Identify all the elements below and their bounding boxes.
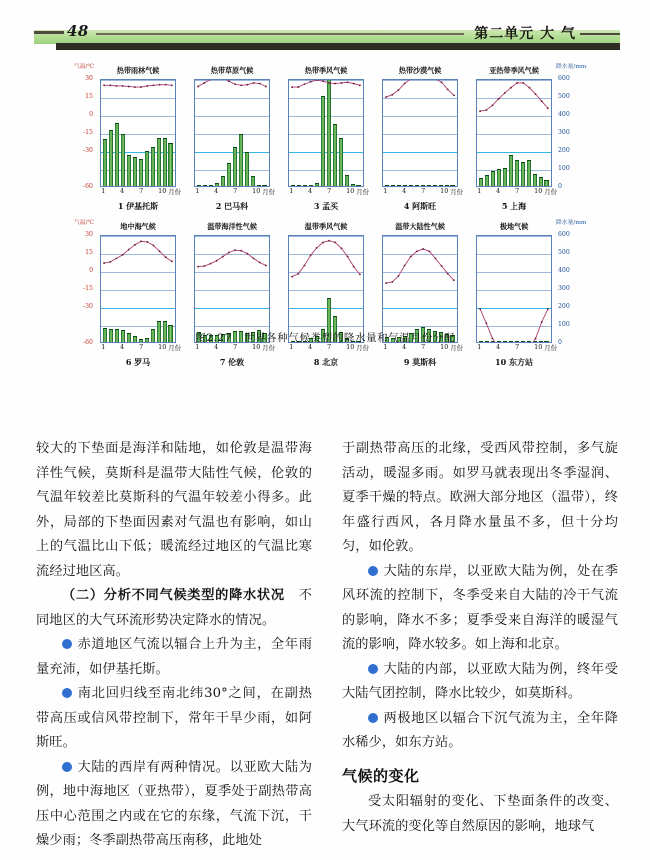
climograph-city-label: 7 伦敦: [219, 357, 245, 367]
climograph-7: [190, 222, 274, 380]
climograph-title: 热带沙漠气候: [398, 66, 442, 75]
climograph-title: 温带大陆性气候: [395, 222, 445, 231]
plot-area: [382, 235, 458, 343]
climograph-title: 极地气候: [499, 222, 529, 231]
body-text: [36, 437, 618, 857]
plot-area: [194, 79, 270, 187]
bullet-dot-icon: [62, 762, 72, 772]
temperature-tick: 0: [89, 111, 93, 118]
precipitation-tick: 600: [558, 231, 570, 238]
temperature-tick: -30: [83, 147, 93, 154]
precipitation-tick: 400: [558, 267, 570, 274]
header-right-rule: [580, 33, 620, 35]
month-tick: 1: [195, 187, 200, 195]
paragraph-text: 大陆的内部，以亚欧大陆为例，终年受大陆气团控制，降水比较少，如莫斯科。: [342, 661, 618, 701]
plot-area: [194, 235, 270, 343]
month-tick: 10: [158, 187, 167, 195]
precipitation-tick: 400: [558, 111, 570, 118]
bullet-dot-icon: [368, 713, 378, 723]
climograph-city-label: 2 巴马科: [215, 201, 249, 211]
climograph-city-label: 5 上海: [501, 201, 527, 211]
month-tick: 10: [252, 187, 261, 195]
climograph-city-label: 1 伊基托斯: [117, 201, 159, 211]
month-tick: 1: [195, 343, 200, 351]
month-tick: 7: [327, 187, 332, 195]
temperature-tick: 15: [85, 93, 93, 100]
climograph-6: [73, 220, 181, 380]
paragraph-text: 两极地区以辐合下沉气流为主，全年降水稀少，如东方站。: [342, 710, 618, 750]
temperature-axis-unit: 气温/℃: [73, 64, 94, 70]
figure-caption: [0, 330, 650, 345]
month-axis-unit: 月份: [262, 188, 275, 196]
month-tick: 4: [214, 343, 219, 351]
month-tick: 4: [308, 187, 313, 195]
precipitation-tick: 100: [558, 165, 570, 172]
climograph-city-label: 8 北京: [313, 357, 339, 367]
month-tick: 1: [477, 343, 482, 351]
month-tick: 10: [158, 343, 167, 351]
month-tick: 10: [534, 187, 543, 195]
precipitation-tick: 500: [558, 249, 570, 256]
precipitation-tick: 0: [558, 183, 562, 190]
month-axis-unit: 月份: [356, 344, 369, 352]
temperature-line: [383, 80, 457, 186]
paragraph-text: 受太阳辐射的变化、下垫面条件的改变、大气环流的变化等自然原因的影响，地球气: [342, 794, 618, 834]
temperature-line: [289, 80, 363, 186]
month-tick: 7: [515, 187, 520, 195]
month-axis: [476, 187, 557, 200]
month-axis-unit: 月份: [356, 188, 369, 196]
temperature-tick: -15: [83, 129, 93, 136]
temperature-line: [477, 80, 551, 186]
precipitation-axis-unit: 降水量/mm: [556, 64, 587, 70]
climograph-city-label: 10 东方站: [495, 357, 533, 367]
month-tick: 4: [120, 343, 125, 351]
paragraph: [36, 584, 312, 633]
climograph-title: 热带草原气候: [210, 66, 254, 75]
header-dark-band: [56, 43, 620, 50]
paragraph-text: 较大的下垫面是海洋和陆地，如伦敦是温带海洋性气候，莫斯科是温带大陆性气候，伦敦的气温年较差比莫斯科的气温年较差小得多。此外，局部的下垫面因素对气温也有影响，如山上的气温比山下低；暖流经过地区的气温比寒流经过地区高。: [36, 441, 312, 579]
bullet-dot-icon: [62, 639, 72, 649]
paragraph: [36, 633, 312, 682]
climograph-title: 热带雨林气候: [116, 66, 160, 75]
month-axis-unit: 月份: [450, 188, 463, 196]
paragraph: [342, 707, 618, 756]
temperature-line: [195, 236, 269, 342]
month-tick: 4: [402, 187, 407, 195]
temperature-tick: 30: [85, 75, 93, 82]
month-tick: 1: [101, 343, 106, 351]
month-axis-unit: 月份: [168, 188, 181, 196]
text-column-right: [342, 437, 618, 839]
paragraph: [36, 756, 312, 854]
month-axis-unit: 月份: [544, 188, 557, 196]
climograph-city-label: 6 罗马: [125, 357, 151, 367]
temperature-tick: -15: [83, 285, 93, 292]
month-tick: 4: [214, 187, 219, 195]
bullet-dot-icon: [62, 688, 72, 698]
header-thin-rule: [96, 33, 464, 35]
month-axis-unit: 月份: [544, 344, 557, 352]
month-axis: [382, 187, 463, 200]
month-tick: 1: [289, 343, 294, 351]
chart-row-2: [73, 220, 587, 380]
month-tick: 1: [477, 187, 482, 195]
month-tick: 7: [139, 187, 144, 195]
temperature-axis: [70, 64, 94, 191]
month-axis: [288, 187, 369, 200]
paragraph-text: 大陆的东岸，以亚欧大陆为例，处在季风环流的控制下，冬季受来自大陆的冷干气流的影响，降水不多；夏季受来自海洋的暖湿气流的影响，降水较多。如上海和北京。: [342, 563, 618, 652]
month-tick: 4: [402, 343, 407, 351]
month-tick: 7: [421, 187, 426, 195]
temperature-tick: -60: [83, 183, 93, 190]
paragraph: [36, 682, 312, 756]
month-tick: 10: [346, 187, 355, 195]
paragraph-lead: （二）分析不同气候类型的降水状况: [62, 588, 285, 603]
month-axis: [194, 187, 275, 200]
climograph-5: [472, 64, 587, 224]
plot-area: [288, 79, 364, 187]
plot-area: [382, 79, 458, 187]
month-tick: 4: [120, 187, 125, 195]
precipitation-axis-unit: 降水量/mm: [556, 220, 587, 226]
climograph-9: [378, 222, 462, 380]
month-tick: 10: [534, 343, 543, 351]
month-tick: 7: [233, 187, 238, 195]
precipitation-axis: [556, 64, 587, 191]
month-tick: 4: [496, 343, 501, 351]
month-axis-unit: 月份: [168, 344, 181, 352]
month-tick: 10: [440, 343, 449, 351]
header-left-rule: [34, 31, 64, 34]
month-tick: 7: [515, 343, 520, 351]
section-heading: 气候的变化: [342, 766, 420, 785]
temperature-tick: -60: [83, 339, 93, 346]
climograph-title: 亚热带季风气候: [489, 66, 539, 75]
month-tick: 7: [421, 343, 426, 351]
paragraph-text: 于副热带高压的北缘，受西风带控制，多气旋活动，暖湿多雨。如罗马就表现出冬季湿润、夏季干燥的特点。欧洲大部分地区（温带），终年盛行西风，各月降水量虽不多，但十分均匀，如伦敦。: [342, 441, 618, 554]
precipitation-tick: 300: [558, 129, 570, 136]
paragraph: [342, 658, 618, 707]
month-tick: 1: [101, 187, 106, 195]
month-tick: 1: [383, 343, 388, 351]
paragraph-text: 南北回归线至南北纬30°之间，在副热带高压或信风带控制下，常年干旱少雨，如阿斯旺。: [36, 686, 312, 750]
climograph-city-label: 3 孟买: [313, 201, 339, 211]
temperature-line: [383, 236, 457, 342]
plot-area: [100, 79, 176, 187]
month-tick: 10: [440, 187, 449, 195]
precipitation-axis: [556, 220, 587, 347]
month-tick: 7: [139, 343, 144, 351]
figure-number: 图2.27: [195, 332, 232, 344]
month-tick: 1: [289, 187, 294, 195]
climograph-city-label: 4 阿斯旺: [403, 201, 437, 211]
temperature-axis-unit: 气温/℃: [73, 220, 94, 226]
temperature-tick: -30: [83, 303, 93, 310]
month-tick: 10: [252, 343, 261, 351]
month-axis: [100, 187, 181, 200]
month-tick: 4: [496, 187, 501, 195]
month-tick: 7: [327, 343, 332, 351]
precipitation-tick: 0: [558, 339, 562, 346]
climograph-title: 温带季风气候: [304, 222, 348, 231]
month-tick: 10: [346, 343, 355, 351]
climograph-3: [284, 66, 368, 224]
paragraph: [342, 437, 618, 560]
temperature-tick: 30: [85, 231, 93, 238]
paragraph: [342, 560, 618, 658]
page-header: [34, 24, 620, 50]
paragraph-text: 赤道地区气流以辐合上升为主，全年雨量充沛，如伊基托斯。: [36, 637, 312, 677]
month-axis-unit: 月份: [262, 344, 275, 352]
precipitation-tick: 200: [558, 147, 570, 154]
climograph-city-label: 9 莫斯科: [403, 357, 437, 367]
temperature-tick: 0: [89, 267, 93, 274]
climograph-1: [73, 64, 181, 224]
bullet-dot-icon: [368, 664, 378, 674]
paragraph: [36, 437, 312, 584]
unit-title: 第二单元 大 气: [474, 26, 576, 42]
temperature-line: [101, 80, 175, 186]
precipitation-tick: 500: [558, 93, 570, 100]
temperature-line: [477, 236, 551, 342]
precipitation-tick: 100: [558, 321, 570, 328]
bullet-dot-icon: [368, 566, 378, 576]
climograph-4: [378, 66, 462, 224]
chart-row-1: [73, 64, 587, 224]
precipitation-tick: 200: [558, 303, 570, 310]
paragraph: [342, 790, 618, 839]
climograph-8: [284, 222, 368, 380]
precipitation-tick: 300: [558, 285, 570, 292]
temperature-tick: 15: [85, 249, 93, 256]
month-axis-unit: 月份: [450, 344, 463, 352]
plot-area: [476, 79, 552, 187]
climate-figure: [73, 64, 587, 426]
plot-area: [476, 235, 552, 343]
precipitation-tick: 600: [558, 75, 570, 82]
climograph-title: 温带海洋性气候: [207, 222, 257, 231]
temperature-line: [195, 80, 269, 186]
climograph-10: [472, 220, 587, 380]
month-tick: 4: [308, 343, 313, 351]
month-tick: 1: [383, 187, 388, 195]
climograph-2: [190, 66, 274, 224]
paragraph-text: 不同地区的大气环流形势决定降水的情况。: [36, 588, 312, 628]
plot-area: [288, 235, 364, 343]
climograph-title: 热带季风气候: [304, 66, 348, 75]
temperature-line: [289, 236, 363, 342]
climograph-title: 地中海气候: [120, 222, 156, 231]
text-column-left: [36, 437, 312, 854]
figure-caption-text: 世界各种气候类型的降水量和气温月份分配: [243, 332, 455, 344]
plot-area: [100, 235, 176, 343]
temperature-line: [101, 236, 175, 342]
month-tick: 7: [233, 343, 238, 351]
paragraph-text: 大陆的西岸有两种情况。以亚欧大陆为例，地中海地区（亚热带），夏季处于副热带高压中心范围之内或在它的东缘，气流下沉，干燥少雨；冬季副热带高压南移，此地处: [36, 759, 312, 848]
temperature-axis: [70, 220, 94, 347]
page-number: 48: [67, 22, 89, 40]
